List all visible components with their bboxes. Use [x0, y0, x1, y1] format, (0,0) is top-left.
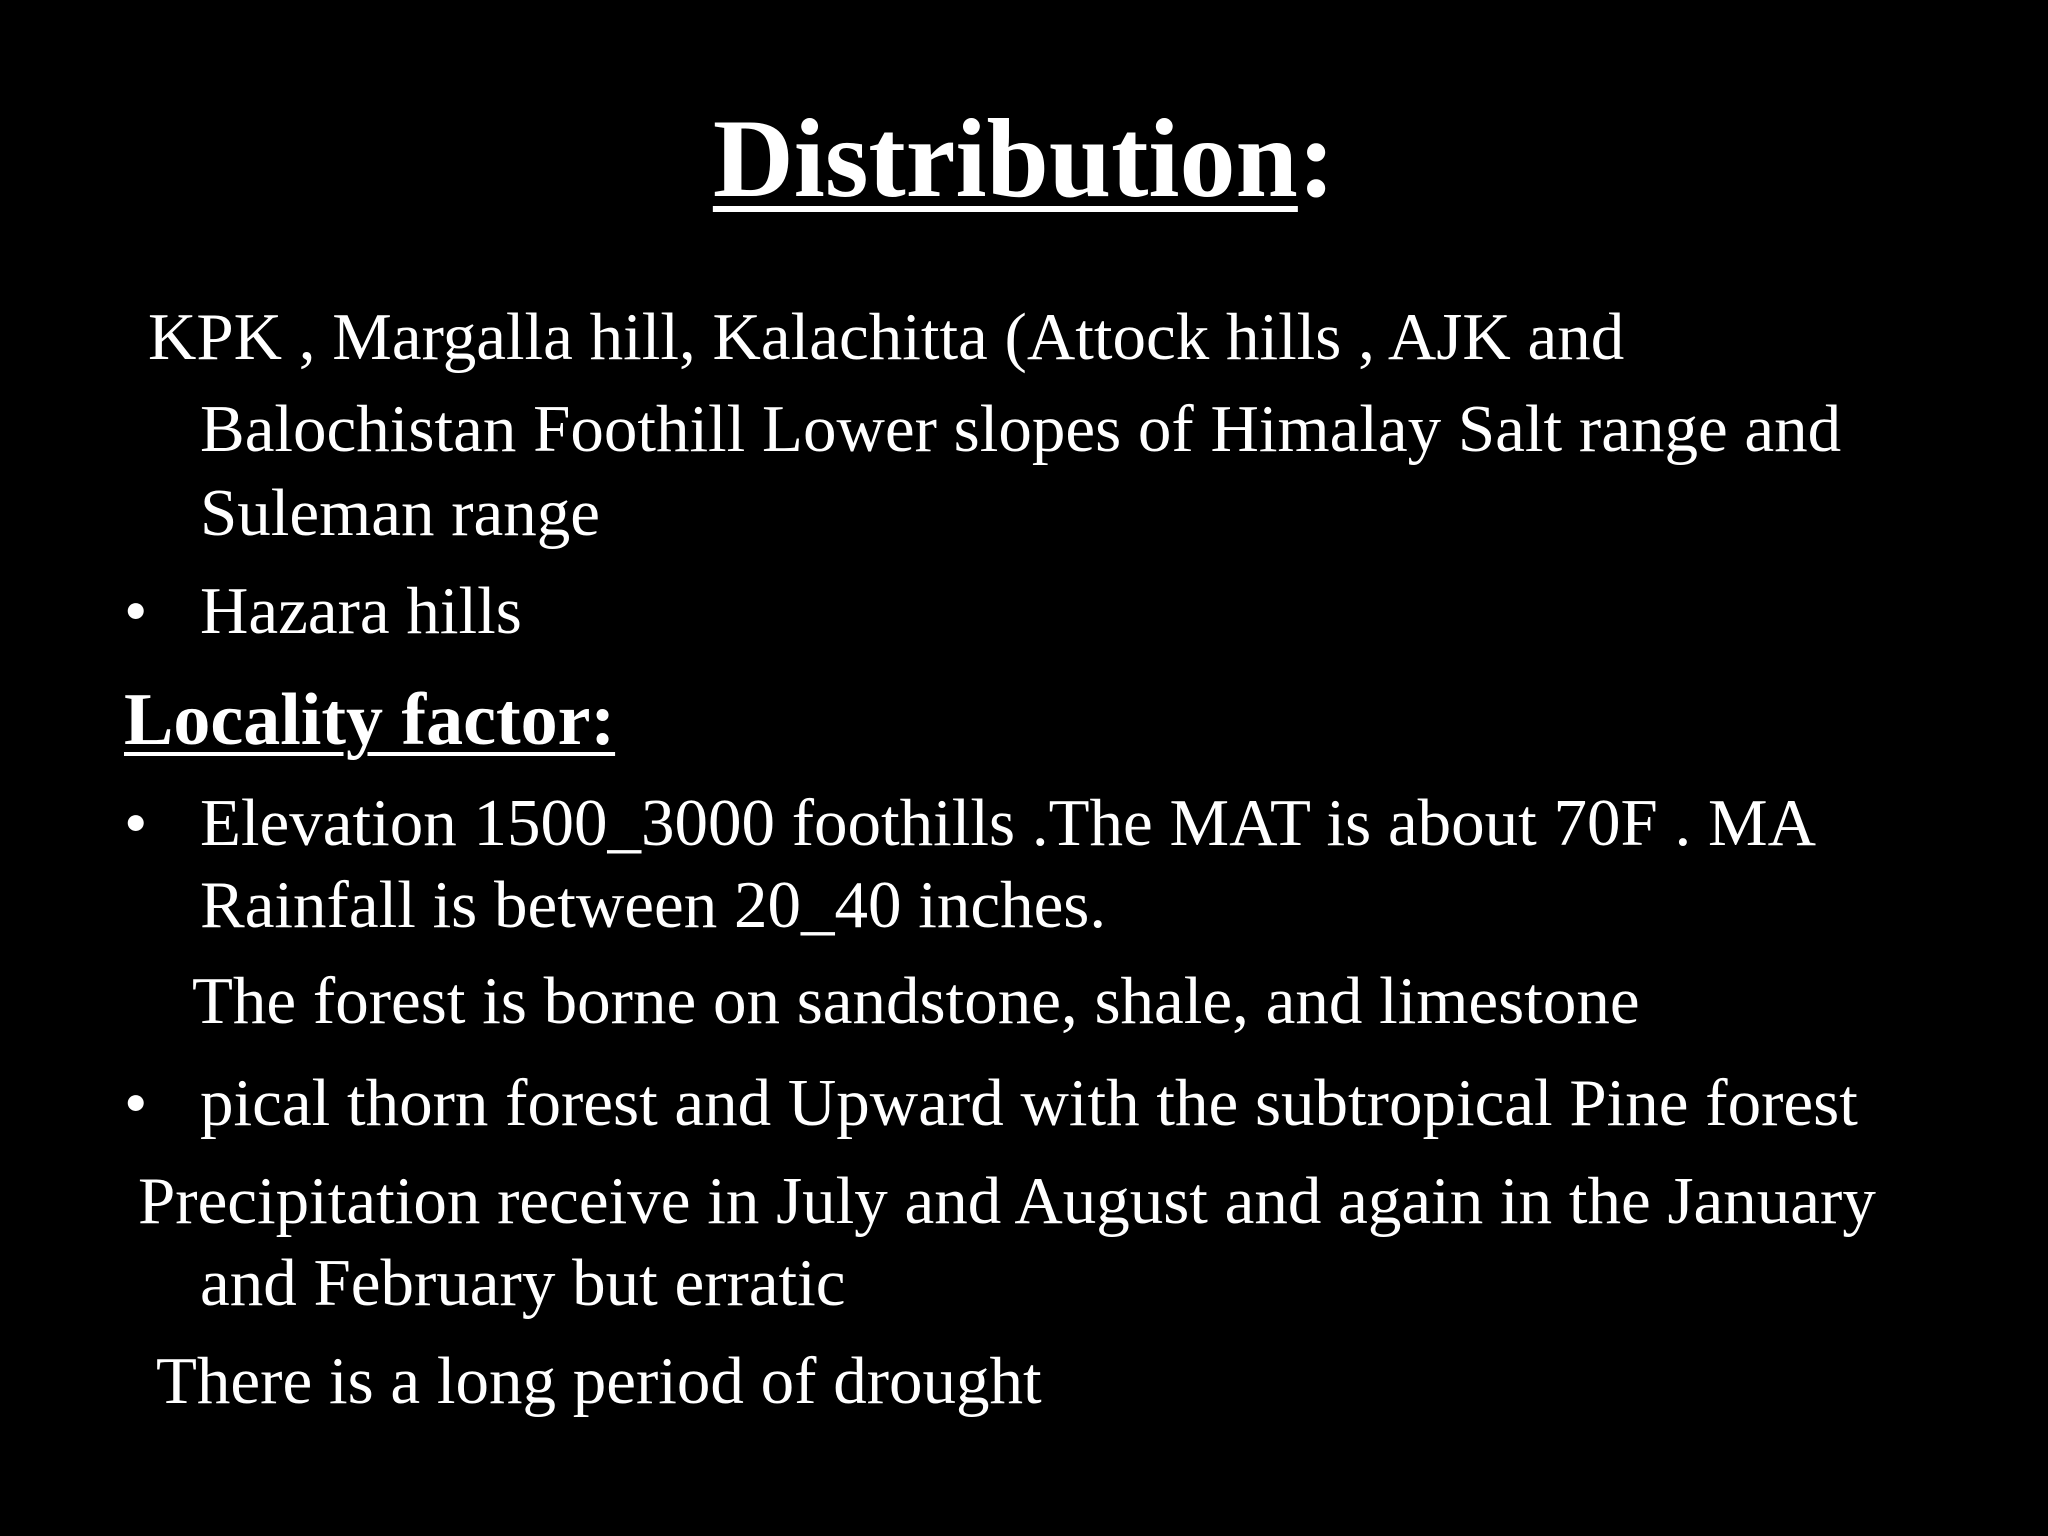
locality-line-1: Elevation 1500_3000 foothills .The MAT is about 70F . MA [200, 786, 1817, 860]
distribution-line-4: Hazara hills [200, 574, 522, 648]
locality-line-4: pical thorn forest and Upward with the subtropical Pine forest [200, 1066, 1858, 1140]
bullet-icon: • [124, 1066, 148, 1140]
slide-title-text: Distribution [712, 97, 1298, 221]
locality-line-3: The forest is borne on sandstone, shale, and limestone [192, 964, 1640, 1038]
distribution-line-2: Balochistan Foothill Lower slopes of Himalay Salt range and [200, 392, 1842, 466]
locality-line-5: Precipitation receive in July and August and again in the January [138, 1164, 1876, 1238]
locality-line-6: and February but erratic [200, 1246, 846, 1320]
distribution-line-3: Suleman range [200, 476, 601, 550]
locality-line-7: There is a long period of drought [156, 1344, 1042, 1418]
bullet-icon: • [124, 574, 148, 648]
slide-title [0, 98, 2048, 221]
bullet-icon: • [124, 786, 148, 860]
distribution-line-1: KPK , Margalla hill, Kalachitta (Attock hills , AJK and [148, 300, 1625, 374]
slide-title-colon: : [1297, 97, 1336, 221]
locality-heading: Locality factor: [124, 679, 616, 761]
locality-line-2: Rainfall is between 20_40 inches. [200, 868, 1107, 942]
